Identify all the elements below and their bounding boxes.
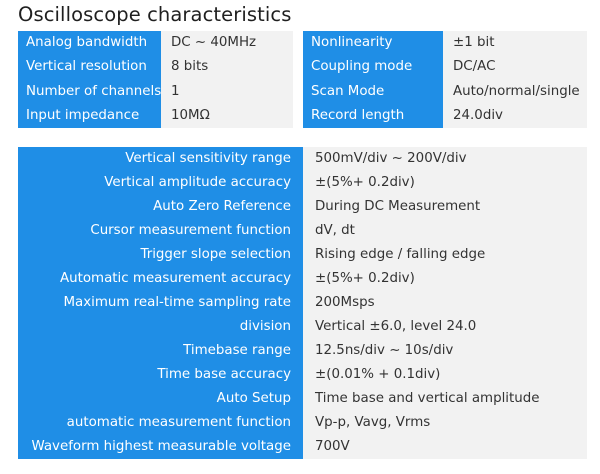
spec-value: 700V	[303, 435, 587, 459]
spec-value: 500mV/div ~ 200V/div	[303, 147, 587, 171]
spec-row	[18, 104, 293, 128]
spec-row	[303, 80, 587, 104]
spec-row	[303, 55, 587, 79]
spec-label: Maximum real-time sampling rate	[18, 291, 303, 315]
spec-row	[18, 315, 587, 339]
spec-value: DC/AC	[443, 55, 587, 79]
spec-value: Auto/normal/single	[443, 80, 587, 104]
spec-table-right	[303, 31, 587, 128]
spec-value: DC ~ 40MHz	[161, 31, 293, 55]
spec-row	[18, 171, 587, 195]
spec-row	[303, 31, 587, 55]
spec-value: 10MΩ	[161, 104, 293, 128]
spec-value: ±(5%+ 0.2div)	[303, 171, 587, 195]
spec-row	[18, 80, 293, 104]
spec-row	[18, 55, 293, 79]
page-title: Oscilloscope characteristics	[18, 3, 292, 26]
spec-label: Waveform highest measurable voltage	[18, 435, 303, 459]
spec-value: 8 bits	[161, 55, 293, 79]
spec-value: Vp-p, Vavg, Vrms	[303, 411, 587, 435]
spec-label: Trigger slope selection	[18, 243, 303, 267]
spec-value: 1	[161, 80, 293, 104]
spec-row	[18, 267, 587, 291]
spec-label: Scan Mode	[303, 80, 443, 104]
spec-value: 200Msps	[303, 291, 587, 315]
spec-label: Cursor measurement function	[18, 219, 303, 243]
spec-label: Record length	[303, 104, 443, 128]
spec-value: dV, dt	[303, 219, 587, 243]
spec-table-left	[18, 31, 293, 128]
spec-value: ±1 bit	[443, 31, 587, 55]
spec-row	[18, 195, 587, 219]
spec-row	[18, 147, 587, 171]
spec-label: Vertical sensitivity range	[18, 147, 303, 171]
spec-label: Vertical amplitude accuracy	[18, 171, 303, 195]
spec-label: Nonlinearity	[303, 31, 443, 55]
spec-row	[18, 435, 587, 459]
spec-value: ±(0.01% + 0.1div)	[303, 363, 587, 387]
spec-value: Time base and vertical amplitude	[303, 387, 587, 411]
spec-row	[303, 104, 587, 128]
spec-value: 24.0div	[443, 104, 587, 128]
spec-table-detail	[18, 147, 587, 459]
spec-label: Time base accuracy	[18, 363, 303, 387]
spec-label: Coupling mode	[303, 55, 443, 79]
spec-label: Timebase range	[18, 339, 303, 363]
spec-label: Input impedance	[18, 104, 161, 128]
spec-row	[18, 387, 587, 411]
spec-value: Vertical ±6.0, level 24.0	[303, 315, 587, 339]
spec-row	[18, 219, 587, 243]
spec-label: Auto Zero Reference	[18, 195, 303, 219]
spec-value: ±(5%+ 0.2div)	[303, 267, 587, 291]
spec-label: Vertical resolution	[18, 55, 161, 79]
spec-label: Analog bandwidth	[18, 31, 161, 55]
spec-row	[18, 363, 587, 387]
spec-value: During DC Measurement	[303, 195, 587, 219]
spec-value: 12.5ns/div ~ 10s/div	[303, 339, 587, 363]
spec-label: Number of channels	[18, 80, 161, 104]
spec-row	[18, 243, 587, 267]
spec-row	[18, 339, 587, 363]
spec-label: Automatic measurement accuracy	[18, 267, 303, 291]
spec-row	[18, 31, 293, 55]
spec-label: automatic measurement function	[18, 411, 303, 435]
spec-value: Rising edge / falling edge	[303, 243, 587, 267]
spec-label: Auto Setup	[18, 387, 303, 411]
spec-row	[18, 411, 587, 435]
spec-row	[18, 291, 587, 315]
spec-label: division	[18, 315, 303, 339]
